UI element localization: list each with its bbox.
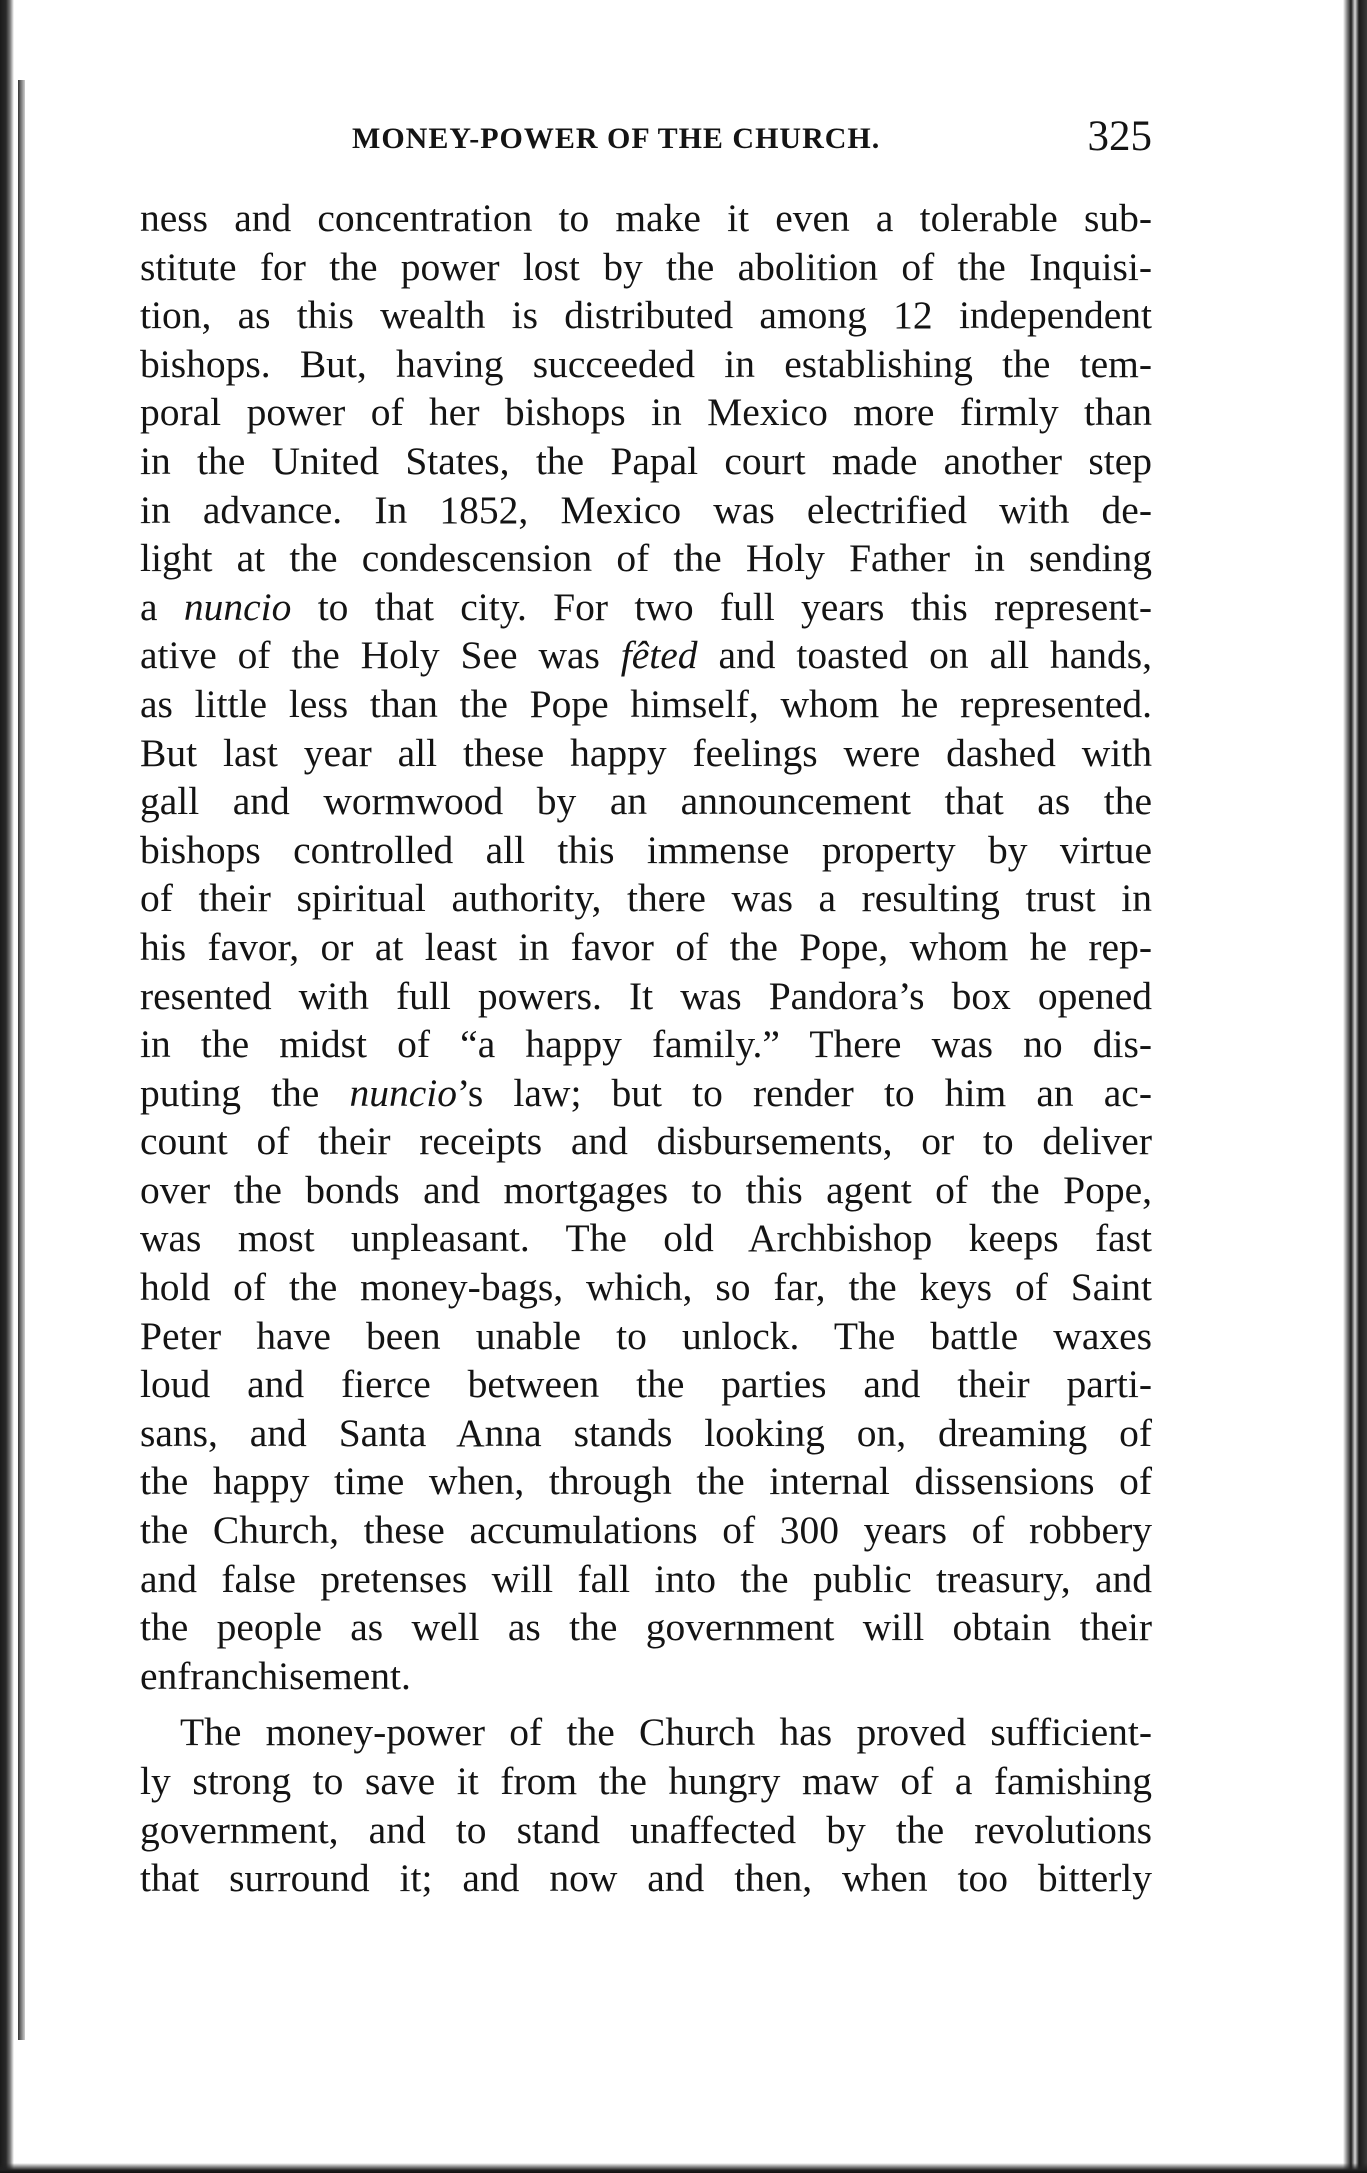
text-line: poral power of her bishops in Mexico more firmly than <box>140 390 1152 435</box>
paragraph-2 <box>140 1708 1152 1902</box>
running-title: MONEY-POWER OF THE CHURCH. <box>352 122 881 155</box>
text-line: in the United States, the Papal court made another step <box>140 438 1152 483</box>
text-line: enfranchisement. <box>140 1653 411 1698</box>
scan-binding-shadow <box>18 80 25 2040</box>
text-line: puting the nuncio’s law; but to render to him an ac- <box>140 1070 1152 1115</box>
running-header <box>140 112 1152 168</box>
text-line: the happy time when, through the internal dissensions of <box>140 1459 1152 1504</box>
scan-edge-right <box>1343 0 1367 2173</box>
text-line: as little less than the Pope himself, whom he represented. <box>140 681 1152 726</box>
body-text <box>140 194 1152 1903</box>
text-line: gall and wormwood by an announcement that as the <box>140 779 1152 824</box>
scan-edge-left <box>0 0 14 2173</box>
text-line: But last year all these happy feelings were dashed with <box>140 730 1152 775</box>
text-line: tion, as this wealth is distributed among 12 independent <box>140 293 1152 338</box>
text-line: that surround it; and now and then, when too bitterly <box>140 1856 1152 1901</box>
text-line: ly strong to save it from the hungry maw of a famishing <box>140 1759 1152 1803</box>
paragraph-1 <box>140 194 1152 1700</box>
text-line: a nuncio to that city. For two full years this represent- <box>140 584 1152 629</box>
text-line: The money-power of the Church has proved sufficient- <box>180 1710 1152 1755</box>
text-line: loud and fierce between the parties and their parti- <box>140 1362 1152 1407</box>
text-line: and false pretenses will fall into the public treasury, and <box>140 1556 1152 1601</box>
text-line: over the bonds and mortgages to this agent of the Pope, <box>140 1167 1152 1212</box>
text-line: hold of the money-bags, which, so far, the keys of Saint <box>140 1265 1152 1310</box>
text-line: light at the condescension of the Holy Father in sending <box>140 536 1152 581</box>
text-line: in the midst of “a happy family.” There was no dis- <box>140 1022 1152 1067</box>
text-line: bishops. But, having succeeded in establishing the tem- <box>140 341 1152 386</box>
text-line: ative of the Holy See was fêted and toasted on all hands, <box>140 633 1152 678</box>
italic-word: fêted <box>620 633 698 678</box>
text-line: ness and concentration to make it even a tolerable sub- <box>140 196 1152 240</box>
paragraph-gap <box>140 1700 1152 1708</box>
text-line: of their spiritual authority, there was a resulting trust in <box>140 876 1152 921</box>
italic-word: nuncio <box>183 584 292 629</box>
text-line: his favor, or at least in favor of the Pope, whom he rep- <box>140 924 1152 969</box>
text-line: count of their receipts and disbursements, or to deliver <box>140 1119 1152 1164</box>
text-line: in advance. In 1852, Mexico was electrified with de- <box>140 487 1152 532</box>
text-line: the Church, these accumulations of 300 years of robbery <box>140 1508 1152 1553</box>
text-line: bishops controlled all this immense property by virtue <box>140 827 1152 872</box>
text-line: government, and to stand unaffected by the revolutions <box>140 1807 1152 1852</box>
text-line: was most unpleasant. The old Archbishop keeps fast <box>140 1216 1152 1261</box>
text-line: the people as well as the government will obtain their <box>140 1605 1152 1650</box>
text-line: resented with full powers. It was Pandora’s box opened <box>140 973 1152 1018</box>
text-line: sans, and Santa Anna stands looking on, dreaming of <box>140 1410 1152 1455</box>
book-page <box>140 112 1152 1903</box>
page-number: 325 <box>1087 113 1152 160</box>
italic-word: nuncio <box>349 1070 457 1115</box>
scan-edge-bottom <box>0 2163 1367 2173</box>
text-line: Peter have been unable to unlock. The battle waxes <box>140 1313 1152 1358</box>
text-line: stitute for the power lost by the abolition of the Inquisi- <box>140 244 1152 289</box>
